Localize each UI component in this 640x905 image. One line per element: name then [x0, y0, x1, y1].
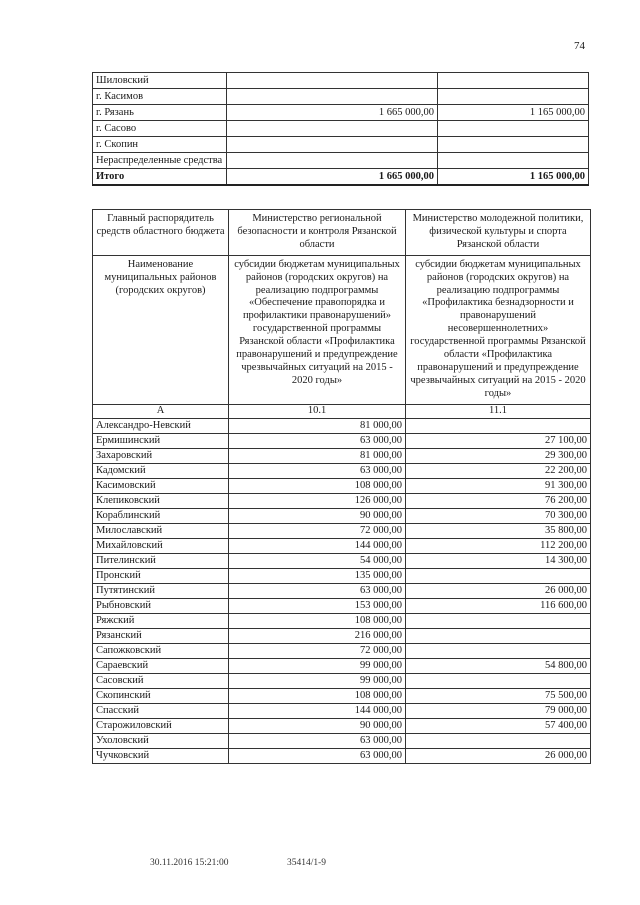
municipality-name: Чучковский: [93, 748, 229, 763]
amount-cell: 72 000,00: [229, 643, 406, 658]
ministry-security-header: Министерство региональной безопасности и контроля Рязанской области: [229, 210, 406, 256]
municipality-name: Старожиловский: [93, 718, 229, 733]
table-row: [93, 583, 591, 598]
subsidy-description-1: субсидии бюджетам муниципальных районов (городских округов) на реализацию подпрограммы «Обеспечение правопорядка и профилактики правонарушений» государственной программы Рязанской области «Профилактика правонарушений и предупреждение чрезвычайных ситуаций на 2015 - 2020 годы»: [229, 255, 406, 404]
amount-cell: 216 000,00: [229, 628, 406, 643]
municipality-name: Шиловский: [93, 73, 227, 89]
amount-cell: [227, 89, 438, 105]
table-row: [93, 673, 591, 688]
table-row: [93, 508, 591, 523]
table-row: [93, 433, 591, 448]
amount-cell: 153 000,00: [229, 598, 406, 613]
amount-cell: [438, 73, 589, 89]
municipality-name: Сасовский: [93, 673, 229, 688]
municipality-name: Ермишинский: [93, 433, 229, 448]
amount-cell: [406, 673, 591, 688]
top-table: [92, 72, 589, 186]
municipality-name: Пителинский: [93, 553, 229, 568]
amount-cell: 108 000,00: [229, 688, 406, 703]
municipality-name: Александро-Невский: [93, 418, 229, 433]
municipality-name: Путятинский: [93, 583, 229, 598]
total-amount: 1 165 000,00: [438, 169, 589, 186]
table-row: [93, 73, 589, 89]
municipality-name: Ухоловский: [93, 733, 229, 748]
municipality-label: Наименование муниципальных районов (городских округов): [93, 255, 229, 404]
amount-cell: 54 800,00: [406, 658, 591, 673]
amount-cell: 26 000,00: [406, 583, 591, 598]
header-row-distributor: [93, 210, 591, 256]
footer-doc-id: 35414/1-9: [287, 858, 327, 868]
amount-cell: 116 600,00: [406, 598, 591, 613]
municipality-name: Захаровский: [93, 448, 229, 463]
table-row: [93, 658, 591, 673]
table-row: [93, 418, 591, 433]
table-row: [93, 478, 591, 493]
subsidy-table-body: [93, 210, 591, 419]
amount-cell: 144 000,00: [229, 703, 406, 718]
amount-cell: 1 165 000,00: [438, 105, 589, 121]
amount-cell: 99 000,00: [229, 673, 406, 688]
amount-cell: [438, 153, 589, 169]
amount-cell: 108 000,00: [229, 478, 406, 493]
amount-cell: 75 500,00: [406, 688, 591, 703]
municipality-name: Михайловский: [93, 538, 229, 553]
amount-cell: [438, 89, 589, 105]
amount-cell: [406, 628, 591, 643]
amount-cell: [406, 418, 591, 433]
amount-cell: [438, 137, 589, 153]
table-row: [93, 703, 591, 718]
amount-cell: 29 300,00: [406, 448, 591, 463]
amount-cell: 26 000,00: [406, 748, 591, 763]
amount-cell: 76 200,00: [406, 493, 591, 508]
table-row: [93, 463, 591, 478]
amount-cell: 108 000,00: [229, 613, 406, 628]
distributor-label: Главный распорядитель средств областного бюджета: [93, 210, 229, 256]
table-row: [93, 733, 591, 748]
amount-cell: 35 800,00: [406, 523, 591, 538]
column-number-a: А: [93, 404, 229, 418]
total-label: Итого: [93, 169, 227, 186]
municipality-name: Кадомский: [93, 463, 229, 478]
table-row: [93, 448, 591, 463]
amount-cell: 99 000,00: [229, 658, 406, 673]
amount-cell: 63 000,00: [229, 748, 406, 763]
subsidy-table: [92, 209, 591, 764]
column-number-10-1: 10.1: [229, 404, 406, 418]
municipality-name: Спасский: [93, 703, 229, 718]
table-row: [93, 598, 591, 613]
amount-cell: 90 000,00: [229, 508, 406, 523]
municipality-name: Кораблинский: [93, 508, 229, 523]
amount-cell: 63 000,00: [229, 433, 406, 448]
column-number-row: [93, 404, 591, 418]
amount-cell: [227, 73, 438, 89]
table-row: [93, 121, 589, 137]
amount-cell: 144 000,00: [229, 538, 406, 553]
municipality-name: г. Рязань: [93, 105, 227, 121]
amount-cell: [227, 121, 438, 137]
amount-cell: 14 300,00: [406, 553, 591, 568]
amount-cell: [438, 121, 589, 137]
municipality-name: Касимовский: [93, 478, 229, 493]
page-number: 74: [574, 40, 585, 52]
municipality-name: Милославский: [93, 523, 229, 538]
total-row: [93, 169, 589, 186]
amount-cell: 81 000,00: [229, 448, 406, 463]
amount-cell: 90 000,00: [229, 718, 406, 733]
municipality-name: г. Касимов: [93, 89, 227, 105]
amount-cell: 54 000,00: [229, 553, 406, 568]
subsidy-table-rows: [93, 418, 591, 763]
municipality-name: Сараевский: [93, 658, 229, 673]
amount-cell: 63 000,00: [229, 583, 406, 598]
top-table-body: [93, 73, 589, 186]
amount-cell: 81 000,00: [229, 418, 406, 433]
municipality-name: г. Сасово: [93, 121, 227, 137]
table-row: [93, 718, 591, 733]
total-amount: 1 665 000,00: [227, 169, 438, 186]
table-row: [93, 613, 591, 628]
table-row: [93, 553, 591, 568]
amount-cell: 72 000,00: [229, 523, 406, 538]
municipality-name: Сапожковский: [93, 643, 229, 658]
amount-cell: 79 000,00: [406, 703, 591, 718]
municipality-name: Рыбновский: [93, 598, 229, 613]
amount-cell: [227, 153, 438, 169]
table-row: [93, 643, 591, 658]
municipality-name: Клепиковский: [93, 493, 229, 508]
table-row: [93, 748, 591, 763]
municipality-name: Рязанский: [93, 628, 229, 643]
table-row: [93, 628, 591, 643]
table-row: [93, 523, 591, 538]
amount-cell: 91 300,00: [406, 478, 591, 493]
subsidy-description-2: субсидии бюджетам муниципальных районов (городских округов) на реализацию подпрограммы «Профилактика безнадзорности и правонарушений несовершеннолетних» государственной программы Рязанской области «Профилактика правонарушений и предупреждение чрезвычайных ситуаций на 2015 - 2020 годы»: [406, 255, 591, 404]
amount-cell: 135 000,00: [229, 568, 406, 583]
amount-cell: [406, 733, 591, 748]
footer-datetime: 30.11.2016 15:21:00: [150, 858, 229, 868]
amount-cell: 63 000,00: [229, 733, 406, 748]
amount-cell: 57 400,00: [406, 718, 591, 733]
municipality-name: Нераспределенные средства: [93, 153, 227, 169]
table-row: [93, 688, 591, 703]
amount-cell: 70 300,00: [406, 508, 591, 523]
amount-cell: [227, 137, 438, 153]
municipality-name: г. Скопин: [93, 137, 227, 153]
amount-cell: 63 000,00: [229, 463, 406, 478]
amount-cell: 22 200,00: [406, 463, 591, 478]
table-row: [93, 153, 589, 169]
amount-cell: 27 100,00: [406, 433, 591, 448]
header-row-subsidy: [93, 255, 591, 404]
table-row: [93, 568, 591, 583]
amount-cell: 126 000,00: [229, 493, 406, 508]
amount-cell: [406, 568, 591, 583]
table-row: [93, 493, 591, 508]
amount-cell: [406, 613, 591, 628]
ministry-youth-header: Министерство молодежной политики, физической культуры и спорта Рязанской области: [406, 210, 591, 256]
column-number-11-1: 11.1: [406, 404, 591, 418]
municipality-name: Пронский: [93, 568, 229, 583]
municipality-name: Скопинский: [93, 688, 229, 703]
table-row: [93, 89, 589, 105]
table-row: [93, 105, 589, 121]
amount-cell: 1 665 000,00: [227, 105, 438, 121]
amount-cell: [406, 643, 591, 658]
table-row: [93, 538, 591, 553]
table-row: [93, 137, 589, 153]
amount-cell: 112 200,00: [406, 538, 591, 553]
municipality-name: Ряжский: [93, 613, 229, 628]
